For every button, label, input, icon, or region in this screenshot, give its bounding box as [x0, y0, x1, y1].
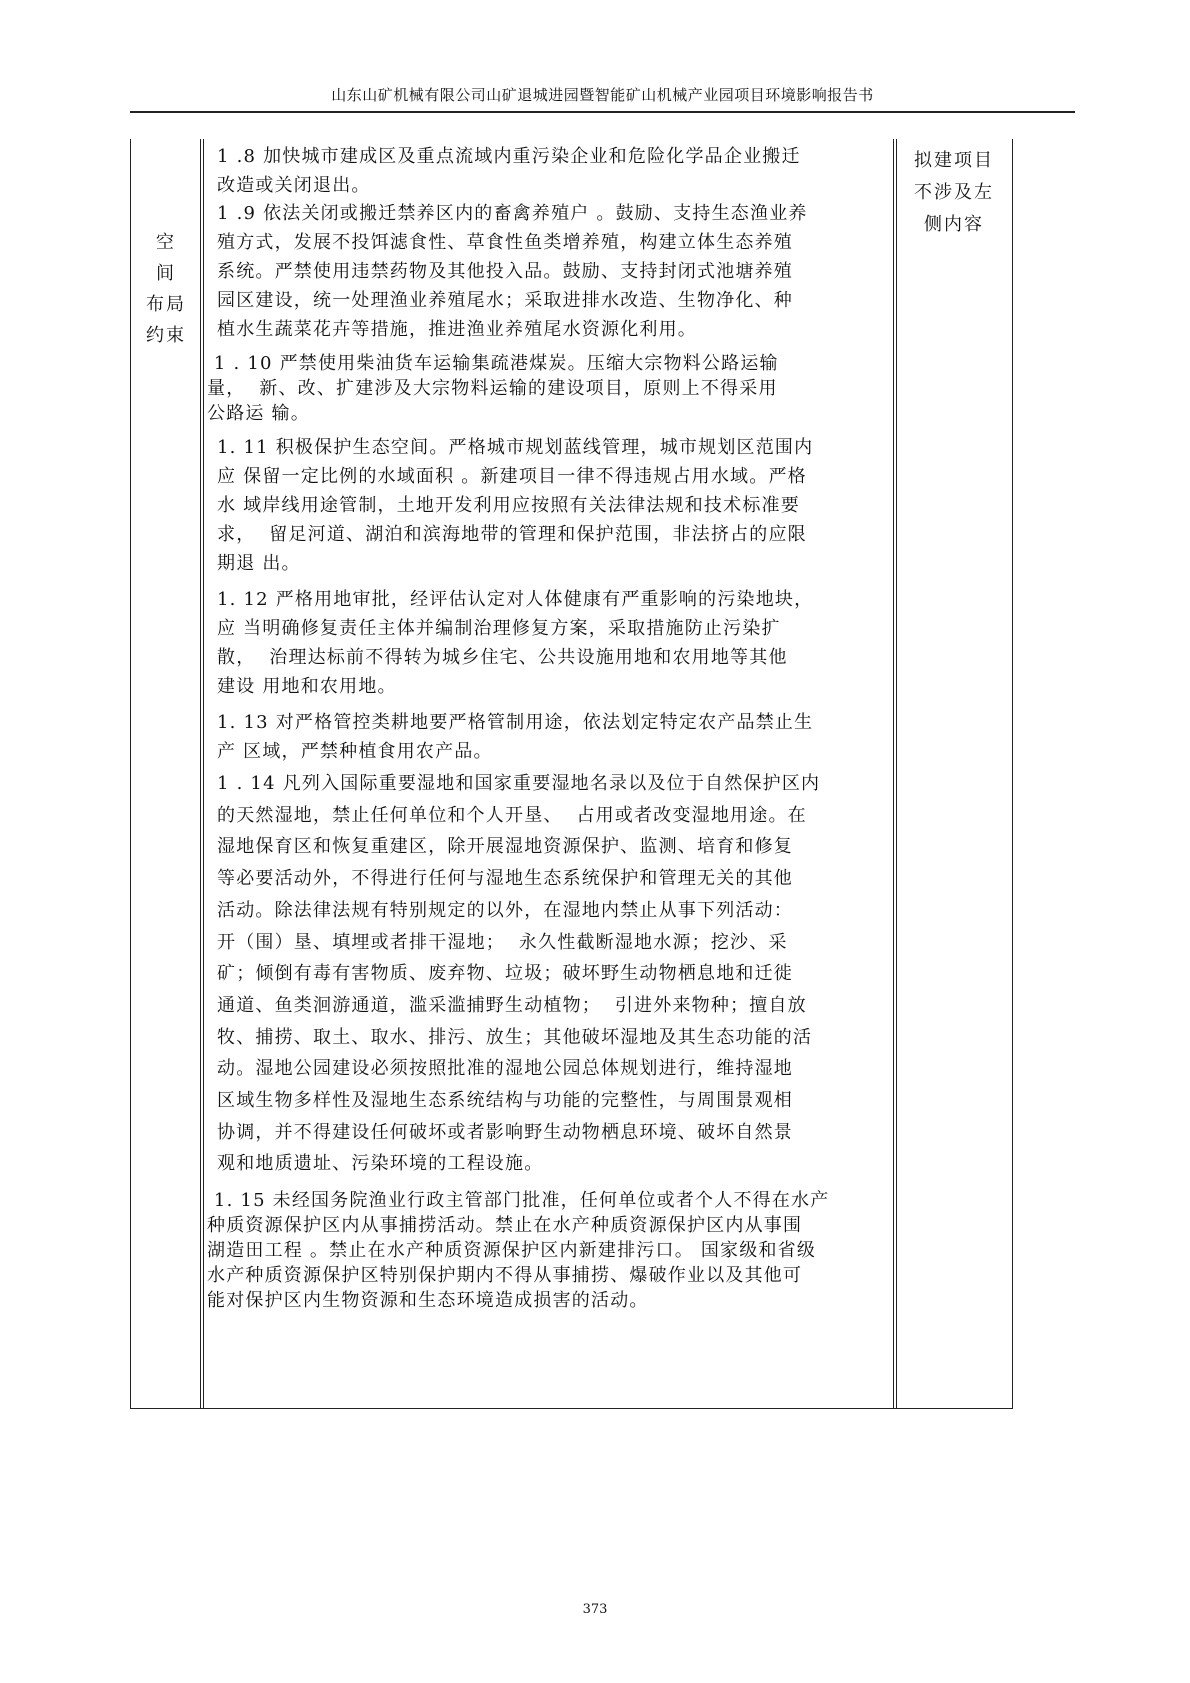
requirement-paragraph [217, 768, 820, 1180]
text-line: 协调，并不得建设任何破坏或者影响野生动物栖息环境、破坏自然景 [217, 1121, 793, 1143]
text-line: 1. 12 严格用地审批，经评估认定对人体健康有严重影响的污染地块， [217, 589, 814, 610]
column-divider [200, 139, 201, 1408]
header-rule [130, 111, 1075, 113]
text-line: 的天然湿地，禁止任何单位和个人开垦、 占用或者改变湿地用途。在 [217, 804, 807, 826]
text-line: 牧、捕捞、取土、取水、排污、放生；其他破坏湿地及其生态功能的活 [217, 1026, 813, 1048]
requirement-paragraph [207, 1188, 829, 1313]
text-line: 种质资源保护区内从事捕捞活动。禁止在水产种质资源保护区内从事围 [207, 1215, 803, 1236]
text-line: 园区建设，统一处理渔业养殖尾水；采取进排水改造、生物净化、种 [217, 290, 793, 311]
text-line: 公路运 输。 [207, 403, 310, 424]
text-line: 量， 新、改、扩建涉及大宗物料运输的建设项目，原则上不得采用 [207, 378, 778, 399]
text-line: 等必要活动外，不得进行任何与湿地生态系统保护和管理无关的其他 [217, 868, 793, 890]
text-line: 产 区域，严禁种植食用农产品。 [217, 741, 493, 762]
text-line: 动。湿地公园建设必须按照批准的湿地公园总体规划进行，维持湿地 [217, 1058, 793, 1080]
column-divider [203, 139, 204, 1408]
text-line: 1. 11 积极保护生态空间。严格城市规划蓝线管理，城市规划区范围内 [217, 437, 814, 458]
text-line: 活动。除法律法规有特别规定的以外，在湿地内禁止从事下列活动： [217, 899, 793, 921]
compliance-line: 拟建项目 [914, 150, 994, 171]
text-line: 水 域岸线用途管制，土地开发利用应按照有关法律法规和技术标准要 [217, 495, 800, 516]
requirement-paragraph [217, 142, 801, 200]
category-cell [141, 227, 191, 351]
text-line: 期退 出。 [217, 553, 301, 574]
page-number: 373 [582, 1602, 608, 1617]
category-line: 布局 [146, 294, 186, 315]
text-line: 通道、鱼类洄游通道，滥采滥捕野生动植物； 引进外来物种；擅自放 [217, 994, 807, 1016]
text-line: 湖造田工程 。禁止在水产种质资源保护区内新建排污口。 国家级和省级 [207, 1240, 817, 1261]
requirement-paragraph [207, 351, 779, 426]
compliance-line: 不涉及左 [914, 182, 994, 203]
text-line: 1 .9 依法关闭或搬迁禁养区内的畜禽养殖户 。鼓励、支持生态渔业养 [217, 203, 808, 224]
text-line: 散， 治理达标前不得转为城乡住宅、公共设施用地和农用地等其他 [217, 647, 788, 668]
compliance-line: 侧内容 [924, 214, 984, 235]
requirement-paragraph [217, 433, 813, 578]
text-line: 改造或关闭退出。 [217, 175, 371, 196]
category-line: 空 [156, 232, 176, 253]
document-header: 山东山矿机械有限公司山矿退城进园暨智能矿山机械产业园项目环境影响报告书 [331, 86, 874, 104]
requirement-paragraph [217, 199, 808, 344]
text-line: 1 .8 加快城市建成区及重点流域内重污染企业和危险化学品企业搬迁 [217, 146, 801, 167]
category-line: 间 [156, 263, 176, 284]
text-line: 应 当明确修复责任主体并编制治理修复方案，采取措施防止污染扩 [217, 618, 781, 639]
text-line: 矿；倾倒有毒有害物质、废弃物、垃圾；破坏野生动物栖息地和迁徙 [217, 963, 793, 985]
requirements-table [130, 139, 1013, 1409]
text-line: 1. 13 对严格管控类耕地要严格管制用途，依法划定特定农产品禁止生 [217, 712, 814, 733]
text-line: 观和地质遗址、污染环境的工程设施。 [217, 1153, 544, 1175]
text-line: 1. 15 未经国务院渔业行政主管部门批准，任何单位或者个人不得在水产 [207, 1190, 830, 1211]
text-line: 1 . 10 严禁使用柴油货车运输集疏港煤炭。压缩大宗物料公路运输 [207, 353, 779, 374]
requirement-paragraph [217, 585, 813, 701]
text-line: 殖方式，发展不投饵滤食性、草食性鱼类增养殖，构建立体生态养殖 [217, 232, 793, 253]
text-line: 水产种质资源保护区特别保护期内不得从事捕捞、爆破作业以及其他可 [207, 1265, 803, 1286]
text-line: 区域生物多样性及湿地生态系统结构与功能的完整性，与周围景观相 [217, 1090, 793, 1112]
text-line: 应 保留一定比例的水域面积 。新建项目一律不得违规占用水域。严格 [217, 466, 807, 487]
text-line: 能对保护区内生物资源和生态环境造成损害的活动。 [207, 1290, 649, 1311]
column-divider [893, 139, 894, 1408]
compliance-cell [904, 145, 1004, 241]
column-divider [896, 139, 897, 1408]
text-line: 系统。严禁使用违禁药物及其他投入品。鼓励、支持封闭式池塘养殖 [217, 261, 793, 282]
text-line: 湿地保育区和恢复重建区，除开展湿地资源保护、监测、培育和修复 [217, 836, 793, 858]
category-line: 约束 [146, 325, 186, 346]
requirement-paragraph [217, 708, 813, 766]
text-line: 开（围）垦、填埋或者排干湿地； 永久性截断湿地水源；挖沙、采 [217, 931, 788, 953]
text-line: 建设 用地和农用地。 [217, 676, 397, 697]
text-line: 求， 留足河道、湖泊和滨海地带的管理和保护范围，非法挤占的应限 [217, 524, 807, 545]
text-line: 1 . 14 凡列入国际重要湿地和国家重要湿地名录以及位于自然保护区内 [217, 773, 821, 794]
text-line: 植水生蔬菜花卉等措施，推进渔业养殖尾水资源化利用。 [217, 319, 697, 340]
